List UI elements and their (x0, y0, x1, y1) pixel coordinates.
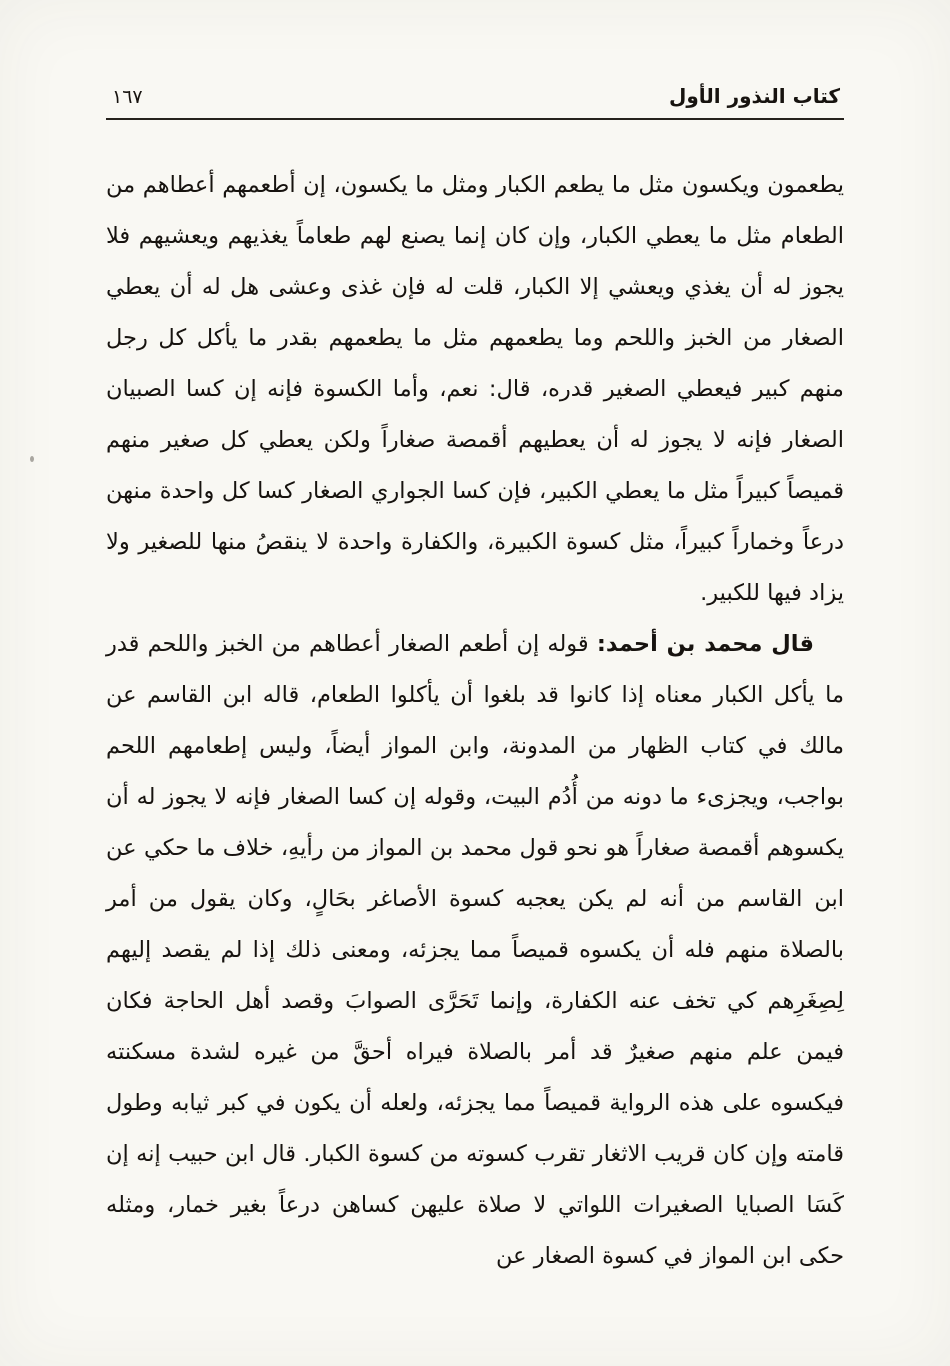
scan-artifact-speck (30, 456, 34, 462)
page-content (106, 84, 844, 1282)
header-divider (106, 118, 844, 120)
paragraph-1: يطعمون ويكسون مثل ما يطعم الكبار ومثل ما يكسون، إن أطعمهم أعطاهم من الطعام مثل ما يعطي الكبار، وإن كان إنما يصنع لهم طعاماً يغذيهم ويعشيهم فلا يجوز له أن يغذي ويعشي إلا الكبار، قلت له فإن غذى وعشى هل له أن يعطي الصغار من الخبز واللحم وما يطعمهم مثل ما يطعمهم بقدر ما يأكل كل رجل منهم كبير فيعطي الصغير قدره، قال: نعم، وأما الكسوة فإنه إن كسا الصبيان الصغار فإنه لا يجوز له أن يعطيهم أقمصة صغاراً ولكن يعطي كل صغير منهم قميصاً كبيراً مثل ما يعطي الكبير، فإن كسا الجواري الصغار كسا كل واحدة منهن درعاً وخماراً كبيراً، مثل كسوة الكبيرة، والكفارة واحدة لا ينقصُ منها للصغير ولا يزاد فيها للكبير. (106, 172, 844, 606)
paragraph-2 (106, 619, 844, 1282)
page-number: ١٦٧ (112, 86, 143, 108)
page-header (106, 84, 844, 118)
body-text (106, 160, 844, 1282)
paragraph-2-lead: قال محمد بن أحمد: (596, 631, 814, 657)
paragraph-2-text: قوله إن أطعم الصغار أعطاهم من الخبز واللحم قدر ما يأكل الكبار معناه إذا كانوا قد بلغوا أن يأكلوا الطعام، قاله ابن القاسم عن مالك في كتاب الظهار من المدونة، وابن المواز أيضاً، وليس إطعامهم اللحم بواجب، ويجزىء ما دونه من أُدُم البيت، وقوله إن كسا الصغار فإنه لا يجوز له أن يكسوهم أقمصة صغاراً هو نحو قول محمد بن المواز من رأيهِ، خلاف ما حكي عن ابن القاسم من أنه لم يكن يعجبه كسوة الأصاغر بحَالٍ، وكان يقول من أمر بالصلاة منهم فله أن يكسوه قميصاً مما يجزئه، ومعنى ذلك إذا لم يقصد إليهم لِصِغَرِهم كي تخف عنه الكفارة، وإنما تَحَرَّى الصوابَ وقصد أهل الحاجة فكان فيمن علم منهم صغيرٌ قد أمر بالصلاة فيراه أحقَّ من غيره لشدة مسكنته فيكسوه على هذه الرواية قميصاً مما يجزئه، ولعله أن يكون في كبر ثيابه وطول قامته وإن كان قريب الاثغار تقرب كسوته من كسوة الكبار. قال ابن حبيب إنه إن كَسَا الصبايا الصغيرات اللواتي لا صلاة عليهن كساهن درعاً بغير خمار، ومثله حكى ابن المواز في كسوة الصغار عن (106, 631, 844, 1269)
book-title: كتاب النذور الأول (668, 84, 840, 108)
